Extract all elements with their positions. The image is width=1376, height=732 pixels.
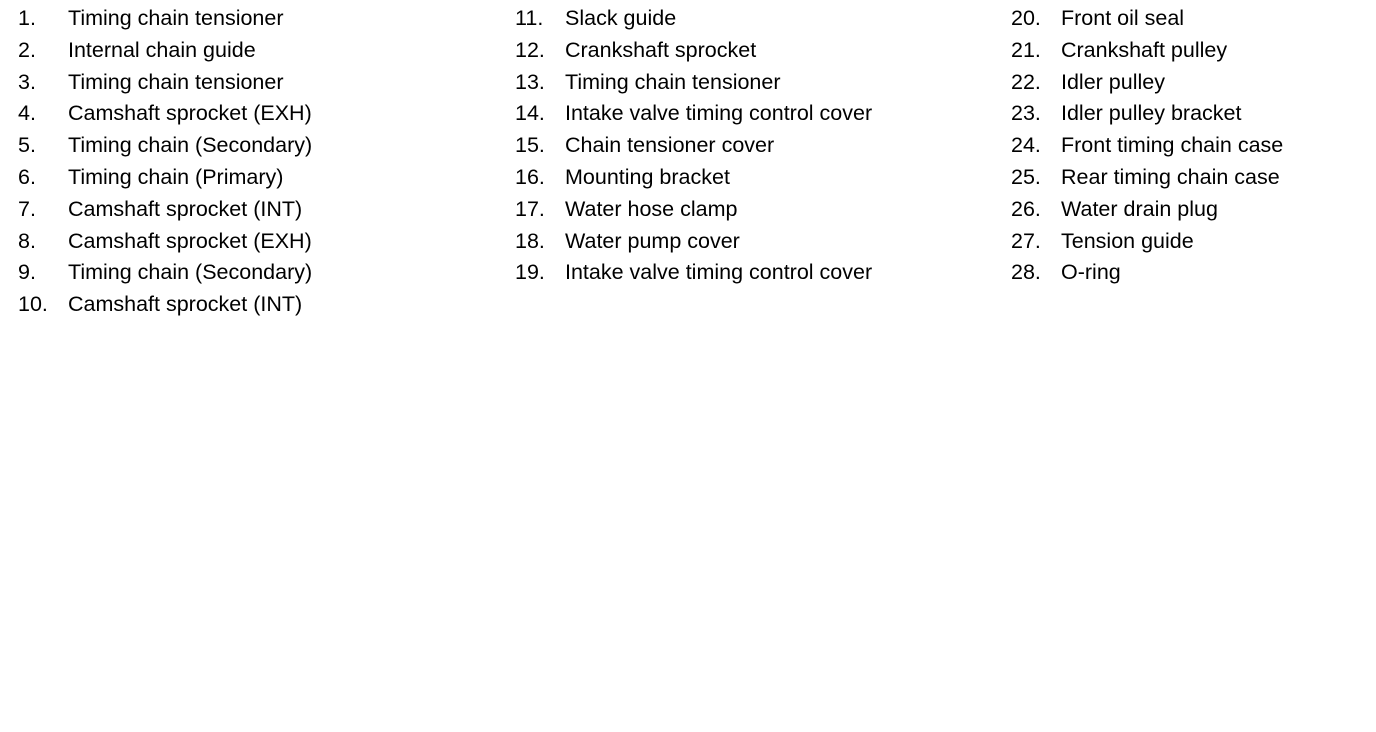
legend-item-label: Crankshaft sprocket	[565, 37, 757, 62]
legend-item	[515, 3, 872, 35]
legend-item-number: 11.	[515, 6, 544, 30]
legend-item	[18, 3, 312, 35]
legend-item-label: Camshaft sprocket (EXH)	[68, 228, 312, 253]
legend-item	[18, 257, 312, 289]
legend-item-label: Timing chain (Secondary)	[68, 133, 313, 158]
legend-item-number: 9.	[18, 260, 36, 285]
legend-item-label: Water hose clamp	[565, 196, 738, 221]
legend-item	[18, 35, 312, 67]
legend-item-label: Front timing chain case	[1061, 133, 1284, 158]
legend-item	[515, 98, 872, 130]
legend-item-label: Timing chain (Secondary)	[68, 260, 313, 285]
legend-item	[1011, 3, 1283, 35]
legend-column-1	[18, 3, 312, 321]
legend-item-label: Mounting bracket	[565, 164, 730, 189]
legend-item-label: Internal chain guide	[68, 37, 256, 62]
legend-item-number: 27.	[1011, 228, 1041, 253]
legend-item-number: 12.	[515, 37, 545, 62]
legend-item-label: Crankshaft pulley	[1061, 37, 1228, 62]
legend-item-number: 22.	[1011, 69, 1041, 94]
legend-item-number: 25.	[1011, 164, 1041, 189]
legend-item-number: 16.	[515, 164, 545, 189]
legend-item-number: 23.	[1011, 101, 1041, 126]
legend-item-number: 18.	[515, 228, 545, 253]
legend-item	[1011, 35, 1283, 67]
legend-item-number: 7.	[18, 196, 36, 221]
legend-item-label: Camshaft sprocket (INT)	[68, 292, 303, 317]
legend-item	[515, 257, 872, 289]
legend-item-label: Water pump cover	[565, 228, 740, 253]
legend-item-label: Tension guide	[1061, 228, 1194, 253]
legend-item-number: 2.	[18, 37, 36, 62]
legend-item-label: Chain tensioner cover	[565, 133, 775, 158]
legend-item-label: Intake valve timing control cover	[565, 101, 873, 126]
legend-item-number: 8.	[18, 228, 36, 253]
legend-item	[18, 226, 312, 258]
legend-item	[18, 130, 312, 162]
legend-item-number: 26.	[1011, 196, 1041, 221]
legend-item-number: 4.	[18, 101, 36, 126]
legend-item-label: Idler pulley	[1061, 69, 1165, 94]
legend-item	[515, 35, 872, 67]
legend-item	[515, 162, 872, 194]
legend-item-number: 28.	[1011, 260, 1041, 285]
legend-column-2	[515, 3, 872, 289]
legend-item-label: Water drain plug	[1061, 196, 1218, 221]
legend-item	[18, 289, 312, 321]
legend-item	[1011, 162, 1283, 194]
legend-item-label: Slack guide	[565, 6, 677, 30]
legend-item	[515, 67, 872, 99]
legend-item-number: 14.	[515, 101, 545, 126]
legend-item-label: Rear timing chain case	[1061, 164, 1280, 189]
legend-item-label: Timing chain tensioner	[68, 69, 284, 94]
legend-item	[515, 130, 872, 162]
legend-item-label: Camshaft sprocket (EXH)	[68, 101, 312, 126]
legend-item-label: Camshaft sprocket (INT)	[68, 196, 303, 221]
legend-item	[515, 194, 872, 226]
legend-item-label: Timing chain (Primary)	[68, 164, 284, 189]
legend-item	[18, 162, 312, 194]
legend-item	[1011, 67, 1283, 99]
legend-item-label: Front oil seal	[1061, 6, 1185, 30]
legend-item-number: 20.	[1011, 6, 1041, 30]
legend-item-label: Timing chain tensioner	[68, 6, 284, 30]
legend-item	[18, 67, 312, 99]
legend-item-number: 17.	[515, 196, 545, 221]
legend-item-number: 6.	[18, 164, 36, 189]
legend-item	[18, 98, 312, 130]
legend-item-number: 1.	[18, 6, 36, 30]
legend-item-number: 21.	[1011, 37, 1041, 62]
legend-column-3	[1011, 3, 1283, 289]
legend-item	[1011, 98, 1283, 130]
legend-item	[1011, 257, 1283, 289]
legend-item	[1011, 130, 1283, 162]
legend-item-label: Intake valve timing control cover	[565, 260, 873, 285]
legend-item-number: 15.	[515, 133, 545, 158]
legend-item-number: 3.	[18, 69, 36, 94]
legend-item	[1011, 226, 1283, 258]
legend-item	[515, 226, 872, 258]
legend-item-number: 24.	[1011, 133, 1041, 158]
legend-item-number: 10.	[18, 292, 48, 317]
legend-item-number: 13.	[515, 69, 545, 94]
legend-item	[18, 194, 312, 226]
legend-item-label: O-ring	[1061, 260, 1121, 285]
legend-item	[1011, 194, 1283, 226]
legend-item-number: 19.	[515, 260, 545, 285]
legend-item-number: 5.	[18, 133, 36, 158]
legend-item-label: Timing chain tensioner	[565, 69, 781, 94]
legend-item-label: Idler pulley bracket	[1061, 101, 1242, 126]
